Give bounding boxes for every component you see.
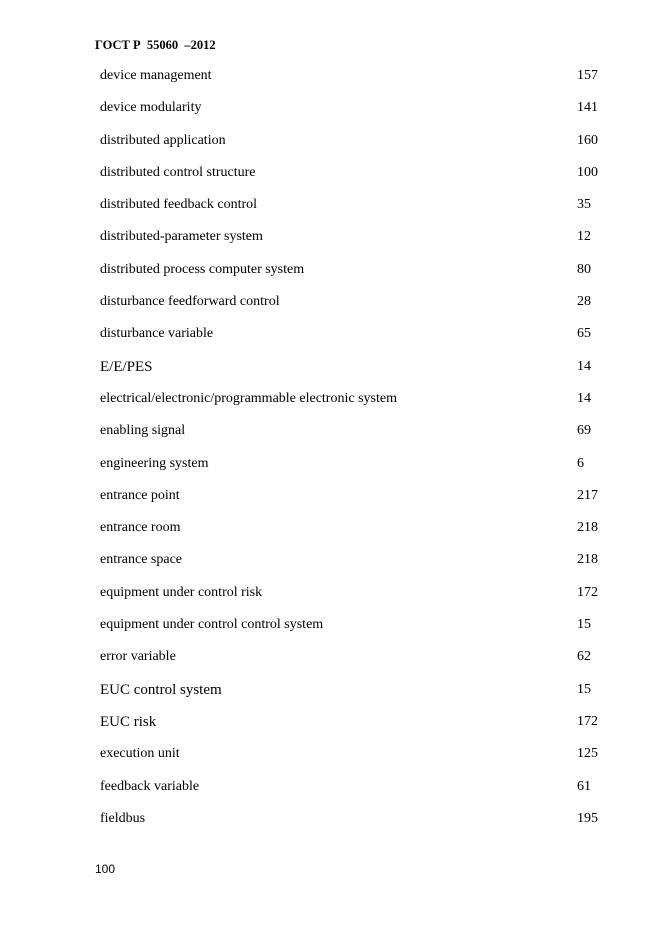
index-entry [0, 189, 661, 221]
index-term: error variable [100, 649, 176, 665]
index-entry [0, 351, 661, 383]
index-page-ref: 217 [577, 487, 598, 503]
index-page-ref: 14 [577, 358, 591, 374]
index-term: disturbance feedforward control [100, 294, 280, 310]
index-entry [0, 577, 661, 609]
index-page-ref: 218 [577, 552, 598, 568]
index-term: equipment under control control system [100, 617, 324, 633]
page-number: 100 [95, 862, 116, 876]
index-page-ref: 160 [577, 132, 598, 148]
index-entry [0, 60, 661, 92]
index-page-ref: 100 [577, 164, 598, 180]
index-term: distributed feedback control [100, 197, 258, 213]
index-entry [0, 641, 661, 673]
index-term: E/E/PES [100, 358, 153, 375]
index-entry [0, 383, 661, 415]
index-page-ref: 65 [577, 326, 591, 342]
index-entry [0, 706, 661, 738]
index-term: EUC control system [100, 681, 222, 698]
index-entry [0, 286, 661, 318]
index-term: device management [100, 68, 212, 83]
index-page-ref: 69 [577, 423, 591, 439]
index-page-ref: 12 [577, 229, 591, 245]
index-entry [0, 480, 661, 512]
document-header: ГОСТ Р 55060 –2012 [95, 38, 216, 52]
index-page-ref: 141 [577, 100, 598, 116]
index-page-ref: 157 [577, 68, 598, 83]
index-term: execution unit [100, 746, 180, 762]
index-term: enabling signal [100, 423, 186, 439]
index-entry [0, 674, 661, 706]
index-term: EUC risk [100, 713, 157, 730]
index-page-ref: 172 [577, 713, 598, 729]
index-entry [0, 318, 661, 350]
index-term: distributed process computer system [100, 261, 305, 277]
index-entry [0, 254, 661, 286]
index-entry [0, 157, 661, 189]
index-page-ref: 195 [577, 810, 598, 826]
index-entry [0, 738, 661, 770]
index-term: electrical/electronic/programmable electronic system [100, 390, 397, 406]
index-entry [0, 448, 661, 480]
index-entry [0, 125, 661, 157]
index-term: equipment under control risk [100, 584, 263, 600]
index-page-ref: 15 [577, 681, 591, 697]
index-entry [0, 609, 661, 641]
index-page-ref: 80 [577, 261, 591, 277]
index-page-ref: 28 [577, 294, 591, 310]
index-term: device modularity [100, 100, 202, 116]
index-entry [0, 544, 661, 576]
index-term: distributed-parameter system [100, 229, 263, 245]
index-term: fieldbus [100, 810, 146, 826]
index-term: disturbance variable [100, 326, 214, 342]
index-term: entrance space [100, 552, 182, 568]
index-term: distributed control structure [100, 164, 256, 180]
index-entry [0, 803, 661, 835]
index-entry [0, 512, 661, 544]
index-term: entrance point [100, 487, 180, 503]
index-page-ref: 6 [577, 455, 584, 471]
index-page-ref: 61 [577, 778, 591, 794]
index-term: feedback variable [100, 778, 200, 794]
index-term: entrance room [100, 520, 181, 536]
index-page-ref: 35 [577, 197, 591, 213]
index-page-ref: 14 [577, 390, 591, 406]
index-page-ref: 15 [577, 617, 591, 633]
index-page-ref: 172 [577, 584, 598, 600]
index-page-ref: 125 [577, 746, 598, 762]
index-term: engineering system [100, 455, 209, 471]
index-entry [0, 221, 661, 253]
index-term: distributed application [100, 132, 226, 148]
index-entry [0, 771, 661, 803]
index-page-ref: 62 [577, 649, 591, 665]
index-page-ref: 218 [577, 520, 598, 536]
index-entry [0, 415, 661, 447]
index-list [0, 60, 661, 835]
index-entry [0, 92, 661, 124]
